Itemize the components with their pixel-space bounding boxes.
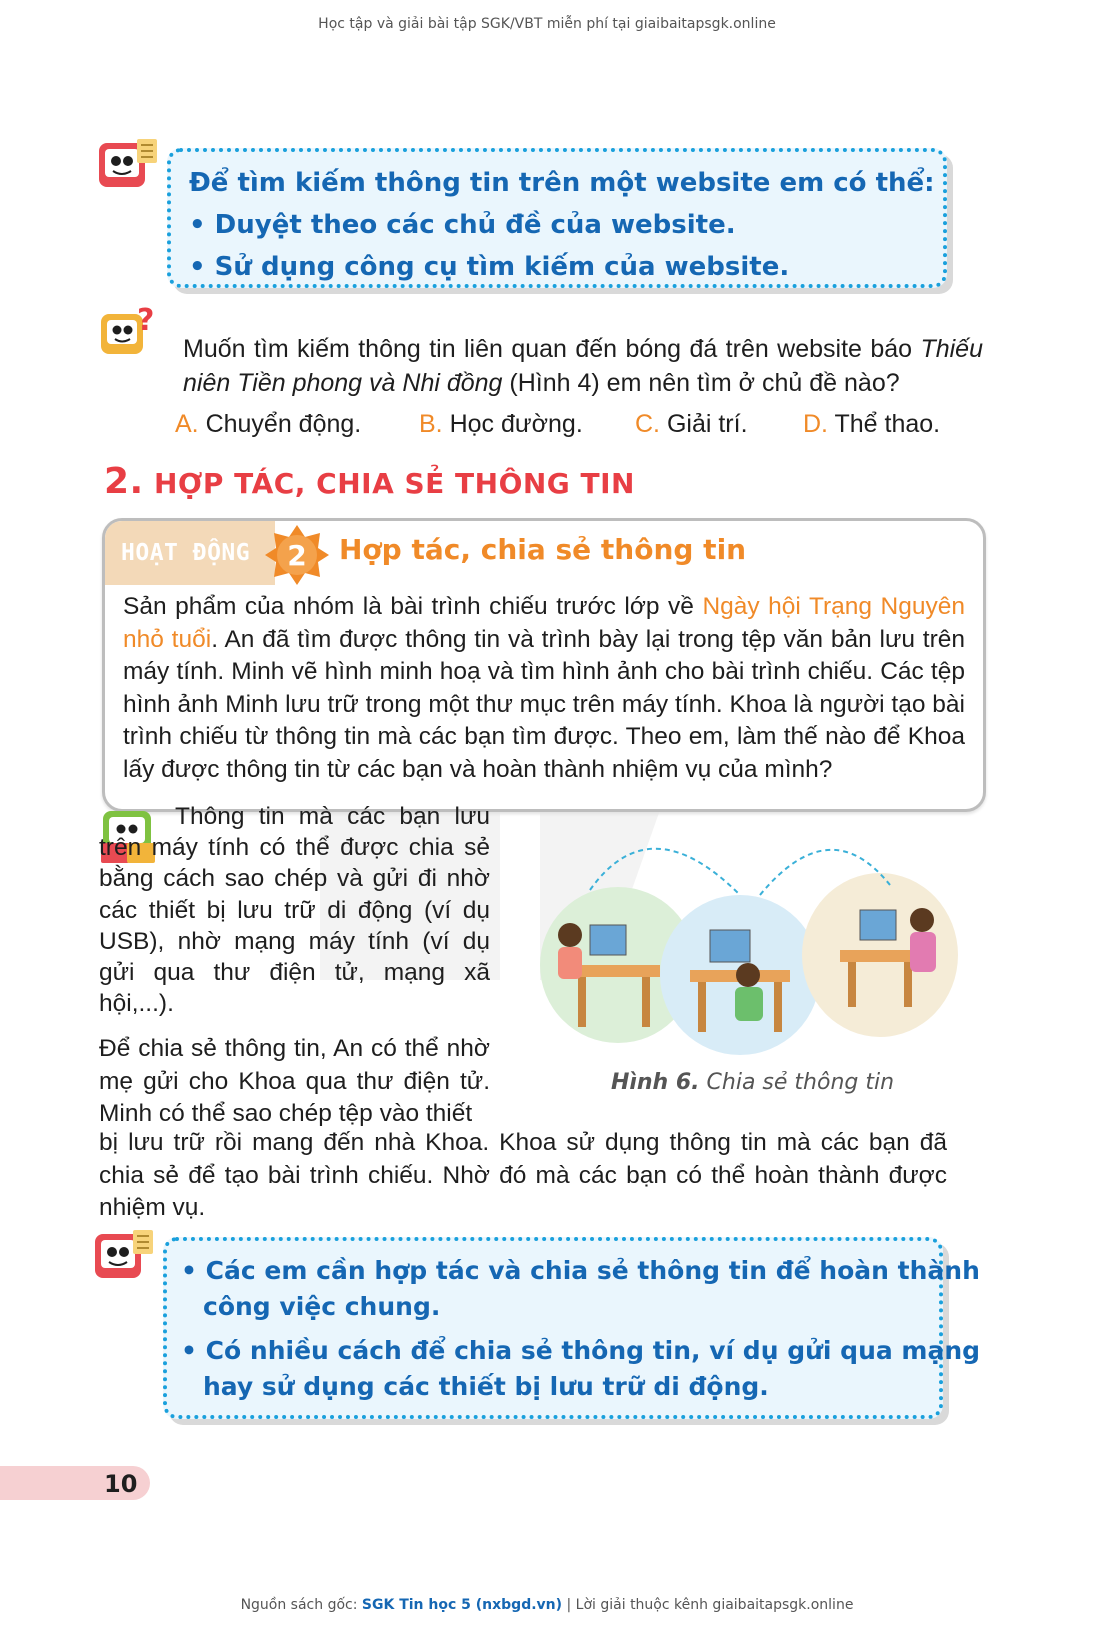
footer-prefix: Nguồn sách gốc: — [240, 1597, 362, 1613]
choice-letter: C. — [635, 410, 660, 438]
question-text-before: Muốn tìm kiếm thông tin liên quan đến bóng đá trên website báo — [183, 335, 921, 363]
choice-a[interactable] — [175, 410, 361, 439]
activity-body — [123, 591, 965, 786]
activity-body-part1: Sản phẩm của nhóm là bài trình chiếu trước lớp về — [123, 593, 703, 620]
figure-caption-text: Chia sẻ thông tin — [699, 1070, 895, 1095]
paragraph-2-continued: bị lưu trữ rồi mang đến nhà Khoa. Khoa sử dụng thông tin mà các bạn đã chia sẻ để tạo bài trình chiếu. Nhờ đó mà các bạn có thể hoàn thành được nhiệm vụ. — [99, 1129, 947, 1221]
choice-d[interactable] — [803, 410, 940, 439]
figure-label: Hình 6. — [610, 1070, 700, 1095]
section-heading — [104, 461, 635, 502]
remember-box-2-line: hay sử dụng các thiết bị lưu trữ di động. — [203, 1372, 769, 1401]
question-text-after: (Hình 4) em nên tìm ở chủ đề nào? — [502, 369, 900, 397]
choice-letter: D. — [803, 410, 828, 438]
remember-box-2-line: • Có nhiều cách để chia sẻ thông tin, ví dụ gửi qua mạng — [181, 1336, 981, 1365]
remember-box-2 — [163, 1237, 981, 1419]
activity-tab — [105, 521, 275, 585]
activity-title: Hợp tác, chia sẻ thông tin — [339, 533, 747, 566]
section-title: HỢP TÁC, CHIA SẺ THÔNG TIN — [143, 467, 635, 500]
choice-letter: B. — [419, 410, 443, 438]
question-text — [183, 332, 983, 400]
answer-choices — [175, 410, 983, 446]
activity-box — [102, 518, 986, 812]
section-number: 2. — [104, 461, 144, 502]
activity-tab-label: HOẠT ĐỘNG — [121, 540, 251, 566]
remember-box-1-line: • Sử dụng công cụ tìm kiếm của website. — [189, 252, 790, 282]
svg-text:?: ? — [137, 303, 155, 338]
activity-highlight: Ngày hội Trạng Nguyên nhỏ tuổi — [123, 593, 966, 653]
choice-text: Thể thao. — [828, 410, 941, 438]
remember-box-1-line: Để tìm kiếm thông tin trên một website em có thể: — [189, 168, 935, 198]
activity-body-part2: . An đã tìm được thông tin và trình bày lại trong tệp văn bản lưu trên máy tính. Minh vẽ hình minh hoạ và tìm hình ảnh cho bài trình chiếu. Các tệp hình ảnh Minh lưu trữ trong một thư mục trên máy tính. Khoa là người tạo bài trình chiếu từ thông tin mà các bạn tìm được. Theo em, làm thế nào để Khoa lấy được thông tin từ các bạn và hoàn thành nhiệm vụ của mình? — [123, 625, 966, 783]
choice-text: Học đường. — [442, 410, 583, 438]
choice-c[interactable] — [635, 410, 748, 439]
figure-caption — [530, 1070, 975, 1095]
paragraph-2: Để chia sẻ thông tin, An có thể nhờ mẹ gửi cho Khoa qua thư điện tử. Minh có thể sao chép tệp vào thiết — [99, 1035, 490, 1127]
footer-source-link[interactable]: SGK Tin học 5 (nxbgd.vn) — [361, 1597, 563, 1613]
choice-b[interactable] — [419, 410, 583, 439]
footer-suffix: | Lời giải thuộc kênh giaibaitapsgk.online — [562, 1597, 854, 1613]
question-newspaper-name: Thiếu niên Tiền phong và Nhi đồng — [183, 335, 983, 397]
remember-box-2-line: công việc chung. — [203, 1292, 441, 1321]
paragraph-1: Thông tin mà các bạn lưu trên máy tính có thể được chia sẻ bằng cách sao chép và gửi đi nhờ các thiết bị lưu trữ di động (ví dụ USB), nhờ mạng máy tính (ví dụ gửi qua thư điện tử, mạng xã hội,...). — [99, 803, 490, 1018]
mascot-question-icon — [97, 300, 159, 362]
activity-number-badge-icon — [265, 523, 329, 585]
remember-box-1 — [167, 148, 947, 288]
header-note: Học tập và giải bài tập SGK/VBT miễn phí tại giaibaitapsgk.online — [318, 16, 776, 32]
choice-letter: A. — [175, 410, 199, 438]
activity-number: 2 — [287, 539, 307, 572]
page-number: 10 — [104, 1470, 138, 1498]
choice-text: Chuyển động. — [198, 410, 362, 438]
remember-box-2-line: • Các em cần hợp tác và chia sẻ thông tin để hoàn thành — [181, 1256, 980, 1285]
footer — [0, 1597, 1094, 1613]
figure-illustration — [530, 815, 975, 1055]
remember-box-1-line: • Duyệt theo các chủ đề của website. — [189, 210, 736, 240]
mascot-remember-icon — [97, 135, 159, 197]
mascot-remember-icon — [93, 1226, 155, 1288]
choice-text: Giải trí. — [660, 410, 748, 438]
